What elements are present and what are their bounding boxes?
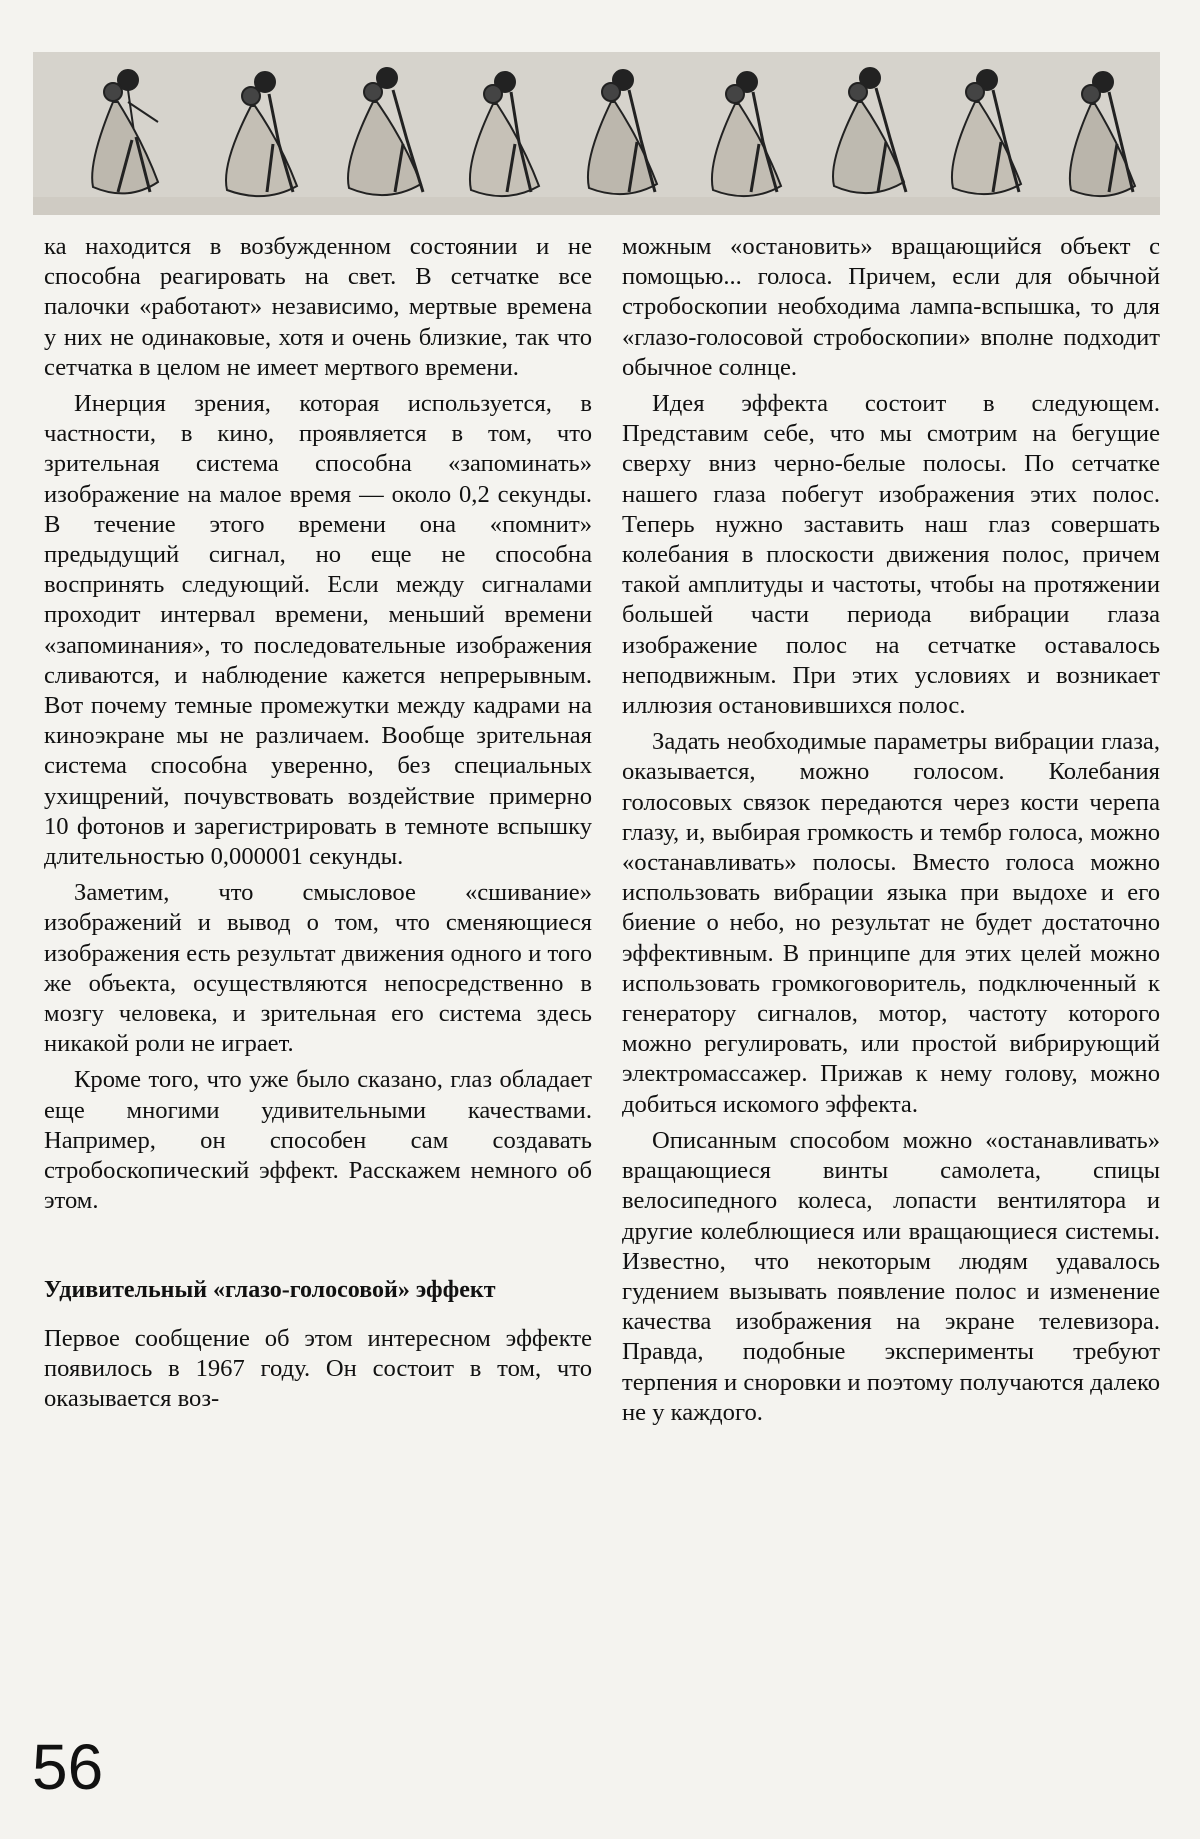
page-number: 56 <box>32 1731 104 1803</box>
section-heading: Удивительный «глазо-голосовой» эффект <box>44 1276 496 1303</box>
paragraph: Идея эффекта состоит в следующем. Представим себе, что мы смотрим на бегущие сверху вниз черно-белые полосы. По сетчатке нашего глаза побегут изображения этих полос. Теперь нужно заставить наш глаз совершать колебания в плоскости движения полос, причем такой амплитуды и частоты, чтобы на протяжении большей части периода вибрации глаза изображение полос на сетчатке оставалось неподвижным. При этих условиях и возникает иллюзия остановившихся полос. <box>622 390 1160 720</box>
paragraph: можным «остановить» вращающийся объект с помощью... голоса. Причем, если для обычной стробоскопии необходима лампа-вспышка, то для «глазо-голосовой стробоскопии» вполне подходит обычное солнце. <box>622 233 1160 381</box>
right-text-column <box>622 232 1160 1428</box>
paragraph: Описанным способом можно «останавливать» вращающиеся винты самолета, спицы велосипедного колеса, лопасти вентилятора и другие колеблющиеся или вращающиеся системы. Известно, что некоторым людям удавалось гудением вызывать появление полос и изменение качества изображения на экране телевизора. Правда, подобные эксперименты требуют терпения и сноровки и поэтому получаются далеко не у каждого. <box>622 1126 1160 1426</box>
illustration-drawing <box>33 52 1160 215</box>
dancing-couples-illustration <box>33 52 1160 215</box>
paragraph: Инерция зрения, которая используется, в частности, в кино, проявляется в том, что зрительная система способна «запоминать» изображение на малое время — около 0,2 секунды. В течение этого времени она «помнит» предыдущий сигнал, но еще не способна воспринять следующий. Если между сигналами проходит интервал времени, меньший времени «запоминания», то последовательные изображения сливаются, и наблюдение кажется непрерывным. Вот почему темные промежутки между кадрами на киноэкране мы не различаем. Вообще зрительная система способна уверенно, без специальных ухищрений, почувствовать воздействие примерно 10 фотонов и зарегистрировать в темноте вспышку длительностью 0,000001 секунды. <box>44 390 592 871</box>
paragraph: Задать необходимые параметры вибрации глаза, оказывается, можно голосом. Колебания голосовых связок передаются через кости черепа глазу, и, выбирая громкость и тембр голоса, можно «останавливать» полосы. Вместо голоса можно использовать вибрации языка при выдохе и его биение о небо, но результат не будет достаточно эффективным. В принципе для этих целей можно использовать громкоговоритель, подключенный к генератору сигналов, мотор, частоту которого можно регулировать, или простой вибрирующий электромассажер. Прижав к нему голову, можно добиться искомого эффекта. <box>622 728 1160 1118</box>
paragraph: Кроме того, что уже было сказано, глаз обладает еще многими удивительными качествами. Например, он способен сам создавать стробоскопический эффект. Расскажем немного об этом. <box>44 1066 592 1215</box>
left-text-column <box>44 232 592 1414</box>
paragraph: Заметим, что смысловое «сшивание» изображений и вывод о том, что сменяющиеся изображения есть результат движения одного и того же объекта, осуществляются непосредственно в мозгу человека, и зрительная его система здесь никакой роли не играет. <box>44 879 592 1058</box>
paragraph: ка находится в возбужденном состоянии и не способна реагировать на свет. В сетчатке все палочки «работают» независимо, мертвые времена у них не одинаковые, хотя и очень близкие, так что сетчатка в целом не имеет мертвого времени. <box>44 233 592 381</box>
paragraph: Первое сообщение об этом интересном эффекте появилось в 1967 году. Он состоит в том, что оказывается воз- <box>44 1324 592 1412</box>
